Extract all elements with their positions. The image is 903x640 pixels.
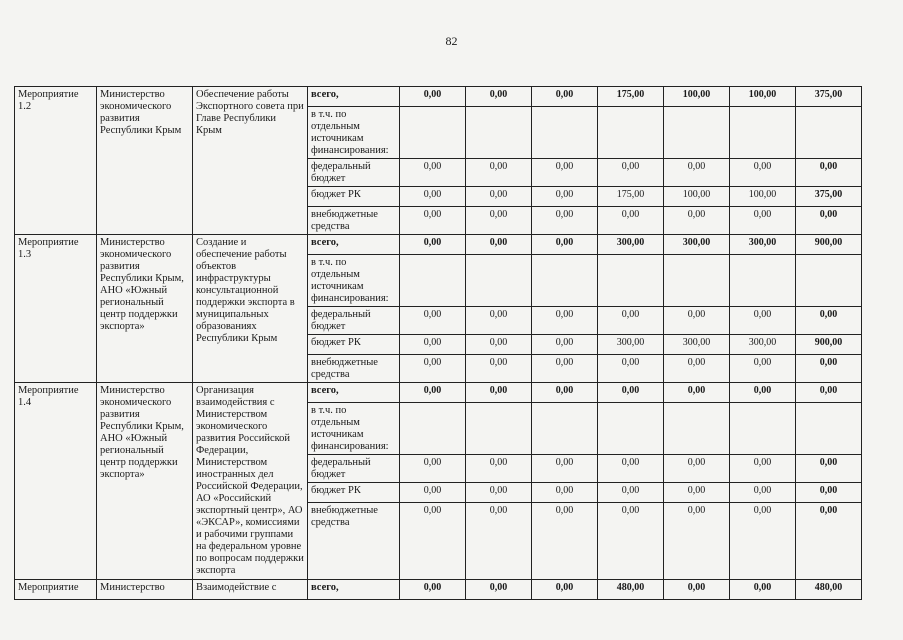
budget-table [14, 86, 862, 600]
amount-cell: 100,00 [730, 187, 796, 207]
amount-cell [598, 107, 664, 159]
amount-cell [400, 403, 466, 455]
amount-cell [400, 255, 466, 307]
amount-cell: 0,00 [664, 503, 730, 580]
amount-cell [796, 403, 862, 455]
amount-cell: 0,00 [400, 503, 466, 580]
amount-cell [796, 255, 862, 307]
amount-cell: 0,00 [730, 383, 796, 403]
amount-cell: 0,00 [400, 335, 466, 355]
amount-cell: 0,00 [598, 383, 664, 403]
amount-cell: 0,00 [796, 483, 862, 503]
funding-source-label: всего, [308, 580, 400, 600]
activity-description: Взаимодействие с [193, 580, 308, 600]
amount-cell: 0,00 [466, 335, 532, 355]
amount-cell: 0,00 [664, 355, 730, 383]
amount-cell: 0,00 [664, 455, 730, 483]
amount-cell [400, 107, 466, 159]
amount-cell: 0,00 [796, 355, 862, 383]
amount-cell: 0,00 [532, 235, 598, 255]
amount-cell: 0,00 [796, 503, 862, 580]
amount-cell: 0,00 [466, 455, 532, 483]
amount-cell: 0,00 [400, 87, 466, 107]
amount-cell [664, 255, 730, 307]
funding-source-label: всего, [308, 383, 400, 403]
amount-cell: 0,00 [598, 307, 664, 335]
activity-code: Мероприятие 1.4 [15, 383, 97, 580]
amount-cell [532, 107, 598, 159]
amount-cell: 100,00 [664, 87, 730, 107]
amount-cell: 0,00 [664, 307, 730, 335]
amount-cell: 0,00 [400, 307, 466, 335]
table-row [15, 87, 862, 107]
amount-cell: 300,00 [664, 235, 730, 255]
amount-cell: 0,00 [532, 335, 598, 355]
amount-cell: 0,00 [730, 503, 796, 580]
responsible-org: Министерство экономического развития Республики Крым, АНО «Южный региональный центр поддержки экспорта» [97, 383, 193, 580]
table-row [15, 580, 862, 600]
amount-cell: 0,00 [466, 307, 532, 335]
amount-cell [598, 403, 664, 455]
page-number: 82 [445, 34, 458, 48]
amount-cell: 0,00 [730, 580, 796, 600]
amount-cell: 0,00 [796, 207, 862, 235]
amount-cell: 0,00 [400, 235, 466, 255]
amount-cell: 300,00 [730, 235, 796, 255]
funding-source-label: всего, [308, 87, 400, 107]
amount-cell: 0,00 [664, 383, 730, 403]
amount-cell: 480,00 [598, 580, 664, 600]
amount-cell: 0,00 [796, 383, 862, 403]
amount-cell: 0,00 [796, 159, 862, 187]
table-row [15, 235, 862, 255]
amount-cell: 175,00 [598, 187, 664, 207]
amount-cell: 0,00 [400, 207, 466, 235]
amount-cell: 0,00 [532, 383, 598, 403]
amount-cell [466, 403, 532, 455]
activity-code: Мероприятие 1.2 [15, 87, 97, 235]
amount-cell [532, 255, 598, 307]
amount-cell: 0,00 [598, 207, 664, 235]
amount-cell: 0,00 [664, 207, 730, 235]
funding-source-label: в т.ч. по отдельным источникам финансирования: [308, 107, 400, 159]
amount-cell: 0,00 [598, 503, 664, 580]
responsible-org: Министерство [97, 580, 193, 600]
amount-cell: 0,00 [532, 207, 598, 235]
amount-cell: 480,00 [796, 580, 862, 600]
amount-cell: 0,00 [730, 355, 796, 383]
amount-cell [598, 255, 664, 307]
amount-cell [796, 107, 862, 159]
amount-cell: 0,00 [532, 307, 598, 335]
amount-cell: 100,00 [730, 87, 796, 107]
amount-cell: 0,00 [400, 187, 466, 207]
amount-cell: 0,00 [532, 580, 598, 600]
amount-cell: 0,00 [664, 580, 730, 600]
amount-cell: 0,00 [466, 580, 532, 600]
amount-cell: 300,00 [730, 335, 796, 355]
funding-source-label: в т.ч. по отдельным источникам финансирования: [308, 255, 400, 307]
funding-source-label: внебюджетные средства [308, 503, 400, 580]
amount-cell: 0,00 [400, 483, 466, 503]
funding-source-label: федеральный бюджет [308, 159, 400, 187]
amount-cell: 0,00 [598, 455, 664, 483]
amount-cell: 100,00 [664, 187, 730, 207]
amount-cell: 0,00 [796, 307, 862, 335]
responsible-org: Министерство экономического развития Республики Крым, АНО «Южный региональный центр поддержки экспорта» [97, 235, 193, 383]
amount-cell: 300,00 [598, 235, 664, 255]
amount-cell: 0,00 [730, 159, 796, 187]
funding-source-label: бюджет РК [308, 187, 400, 207]
amount-cell: 0,00 [400, 580, 466, 600]
amount-cell [532, 403, 598, 455]
amount-cell: 175,00 [598, 87, 664, 107]
amount-cell: 0,00 [730, 307, 796, 335]
amount-cell [730, 255, 796, 307]
activity-code: Мероприятие [15, 580, 97, 600]
activity-description: Организация взаимодействия с Министерством экономического развития Российской Федерации, Министерством иностранных дел Российской Федерации, АО «Российский экспортный центр», АО «ЭКСАР», комиссиями и рабочими группами на федеральном уровне по вопросам поддержки экспорта [193, 383, 308, 580]
amount-cell: 0,00 [400, 355, 466, 383]
amount-cell [466, 255, 532, 307]
funding-source-label: бюджет РК [308, 335, 400, 355]
amount-cell: 0,00 [466, 187, 532, 207]
amount-cell: 0,00 [400, 455, 466, 483]
activity-description: Создание и обеспечение работы объектов инфраструктуры консультационной поддержки экспорта в муниципальных образованиях Республики Крым [193, 235, 308, 383]
amount-cell: 375,00 [796, 87, 862, 107]
amount-cell: 0,00 [466, 87, 532, 107]
funding-source-label: бюджет РК [308, 483, 400, 503]
responsible-org: Министерство экономического развития Республики Крым [97, 87, 193, 235]
table-row [15, 383, 862, 403]
amount-cell: 0,00 [598, 355, 664, 383]
amount-cell: 0,00 [664, 159, 730, 187]
amount-cell: 0,00 [730, 483, 796, 503]
amount-cell: 0,00 [598, 483, 664, 503]
amount-cell: 0,00 [730, 207, 796, 235]
amount-cell: 0,00 [532, 87, 598, 107]
amount-cell: 0,00 [598, 159, 664, 187]
amount-cell [730, 107, 796, 159]
funding-source-label: всего, [308, 235, 400, 255]
amount-cell: 0,00 [532, 503, 598, 580]
amount-cell: 300,00 [598, 335, 664, 355]
amount-cell [664, 107, 730, 159]
amount-cell: 375,00 [796, 187, 862, 207]
amount-cell: 0,00 [466, 383, 532, 403]
amount-cell [730, 403, 796, 455]
amount-cell: 0,00 [532, 483, 598, 503]
amount-cell: 0,00 [532, 355, 598, 383]
amount-cell: 0,00 [400, 159, 466, 187]
activity-description: Обеспечение работы Экспортного совета при Главе Республики Крым [193, 87, 308, 235]
amount-cell: 0,00 [796, 455, 862, 483]
amount-cell [466, 107, 532, 159]
amount-cell [664, 403, 730, 455]
amount-cell: 0,00 [664, 483, 730, 503]
funding-source-label: внебюджетные средства [308, 355, 400, 383]
funding-source-label: федеральный бюджет [308, 455, 400, 483]
amount-cell: 0,00 [400, 383, 466, 403]
amount-cell: 0,00 [466, 503, 532, 580]
amount-cell: 0,00 [466, 355, 532, 383]
funding-source-label: в т.ч. по отдельным источникам финансирования: [308, 403, 400, 455]
amount-cell: 0,00 [466, 207, 532, 235]
amount-cell: 900,00 [796, 235, 862, 255]
amount-cell: 0,00 [466, 159, 532, 187]
amount-cell: 0,00 [532, 455, 598, 483]
amount-cell: 900,00 [796, 335, 862, 355]
amount-cell: 0,00 [532, 159, 598, 187]
amount-cell: 0,00 [466, 483, 532, 503]
amount-cell: 0,00 [466, 235, 532, 255]
amount-cell: 0,00 [730, 455, 796, 483]
activity-code: Мероприятие 1.3 [15, 235, 97, 383]
amount-cell: 300,00 [664, 335, 730, 355]
funding-source-label: внебюджетные средства [308, 207, 400, 235]
amount-cell: 0,00 [532, 187, 598, 207]
funding-source-label: федеральный бюджет [308, 307, 400, 335]
